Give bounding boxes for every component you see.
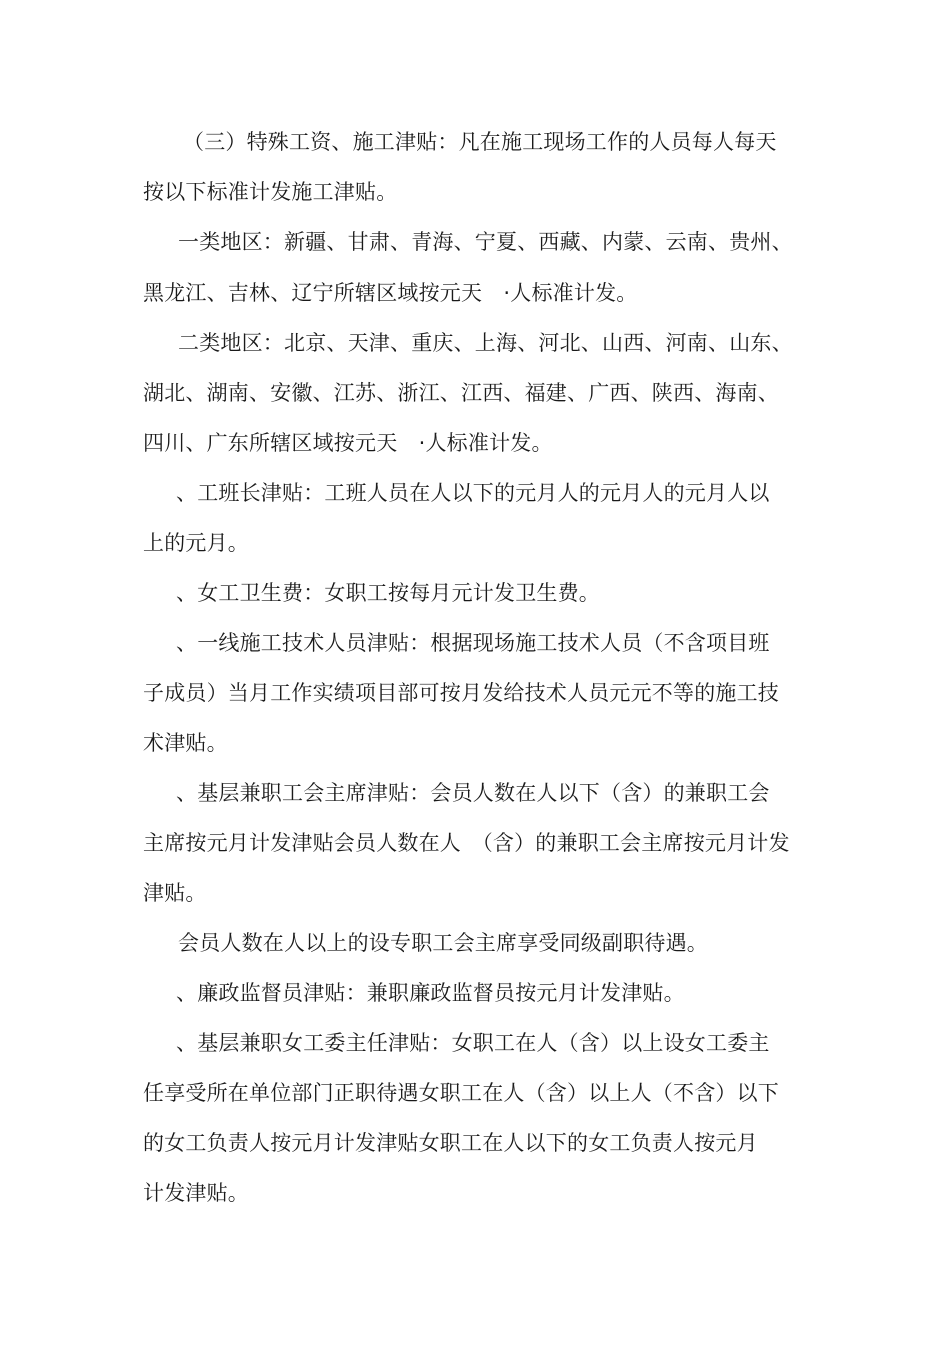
paragraph-region-two-line-2: 湖北、湖南、安徽、江苏、浙江、江西、福建、广西、陕西、海南、: [143, 381, 779, 405]
paragraph-union-chair-line-3: 津贴。: [143, 881, 207, 905]
paragraph-foreman-line-1: 、工班长津贴：工班人员在人以下的元月人的元月人的元月人以: [176, 481, 770, 505]
paragraph-women-committee-line-2: 任享受所在单位部门正职待遇女职工在人（含）以上人（不含）以下: [143, 1081, 779, 1105]
paragraph-tech-staff-line-1: 、一线施工技术人员津贴：根据现场施工技术人员（不含项目班: [176, 631, 770, 655]
paragraph-union-chair-line-1: 、基层兼职工会主席津贴：会员人数在人以下（含）的兼职工会: [176, 781, 770, 805]
paragraph-women-committee-line-1: 、基层兼职女工委主任津贴：女职工在人（含）以上设女工委主: [176, 1031, 770, 1055]
paragraph-tech-staff-line-3: 术津贴。: [143, 731, 228, 755]
paragraph-integrity-supervisor: 、廉政监督员津贴：兼职廉政监督员按元月计发津贴。: [176, 981, 685, 1005]
paragraph-union-chair-line-2: 主席按元月计发津贴会员人数在人 （含）的兼职工会主席按元月计发: [143, 831, 790, 855]
paragraph-special-wage-line-2: 按以下标准计发施工津贴。: [143, 180, 398, 204]
paragraph-women-committee-line-3: 的女工负责人按元月计发津贴女职工在人以下的女工负责人按元月: [143, 1131, 758, 1155]
paragraph-region-two-line-1: 二类地区：北京、天津、重庆、上海、河北、山西、河南、山东、: [178, 331, 793, 355]
paragraph-tech-staff-line-2: 子成员）当月工作实绩项目部可按月发给技术人员元元不等的施工技: [143, 681, 779, 705]
paragraph-region-one-line-2: 黑龙江、吉林、辽宁所辖区域按元天 ·人标准计发。: [143, 281, 638, 305]
paragraph-foreman-line-2: 上的元月。: [143, 531, 249, 555]
paragraph-full-time-chair: 会员人数在人以上的设专职工会主席享受同级副职待遇。: [178, 931, 708, 955]
paragraph-region-one-line-1: 一类地区：新疆、甘肃、青海、宁夏、西藏、内蒙、云南、贵州、: [178, 230, 793, 254]
paragraph-women-committee-line-4: 计发津贴。: [143, 1181, 249, 1205]
paragraph-region-two-line-3: 四川、广东所辖区域按元天 ·人标准计发。: [143, 431, 553, 455]
paragraph-hygiene-fee: 、女工卫生费：女职工按每月元计发卫生费。: [176, 581, 600, 605]
paragraph-special-wage-line-1: （三）特殊工资、施工津贴：凡在施工现场工作的人员每人每天: [183, 130, 777, 154]
